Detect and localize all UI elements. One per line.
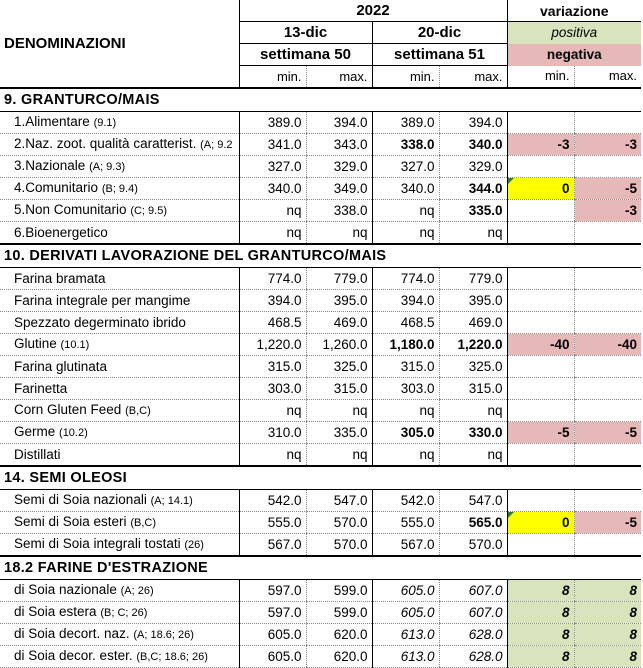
week2-max-cell: 607.0: [439, 580, 507, 602]
table-row: [0, 490, 641, 512]
table-row: [0, 334, 641, 356]
section-header: [0, 466, 641, 490]
week2-min-cell: 468.5: [372, 312, 439, 334]
row-label: [0, 334, 239, 356]
row-label: [0, 580, 239, 602]
week1-min-cell: nq: [239, 400, 306, 422]
row-label: [0, 112, 239, 134]
product-name: Glutine: [14, 336, 57, 351]
variation-min-cell: 0: [507, 512, 574, 534]
week1-max-cell: 395.0: [306, 290, 372, 312]
week1-max-cell: 394.0: [306, 112, 372, 134]
product-ref: (A; 14.1): [150, 495, 193, 507]
week1-max-cell: 620.0: [306, 646, 372, 668]
product-ref: (B,C; 18.6; 26): [136, 651, 208, 663]
week1-min-cell: 597.0: [239, 602, 306, 624]
week1-max-cell: 570.0: [306, 512, 372, 534]
week2-max-cell: 344.0: [439, 178, 507, 200]
variation-min-cell: [507, 534, 574, 557]
product-name: 2.Naz. zoot. qualità caratterist.: [14, 136, 197, 151]
week2-max-cell: 395.0: [439, 290, 507, 312]
row-label: [0, 422, 239, 444]
section-title: 10. DERIVATI LAVORAZIONE DEL GRANTURCO/MAIS: [0, 244, 641, 268]
variation-max-cell: 8: [574, 602, 641, 624]
table-row: [0, 646, 641, 668]
week2-min-cell: nq: [372, 400, 439, 422]
week1-max-cell: 335.0: [306, 422, 372, 444]
negative-legend: negativa: [507, 44, 641, 66]
variation-min-cell: [507, 200, 574, 222]
variation-max-cell: -40: [574, 334, 641, 356]
week2-label: settimana 51: [372, 44, 507, 66]
week1-max-cell: nq: [306, 222, 372, 245]
week2-date: 20-dic: [372, 22, 507, 44]
week2-min-cell: 315.0: [372, 356, 439, 378]
table-row: [0, 624, 641, 646]
week2-max-cell: 607.0: [439, 602, 507, 624]
product-name: Farinetta: [14, 380, 68, 396]
product-ref: (B,C): [125, 405, 151, 417]
week2-min-cell: 567.0: [372, 534, 439, 557]
variation-min-cell: 8: [507, 624, 574, 646]
week1-max-cell: 349.0: [306, 178, 372, 200]
variation-min-cell: 8: [507, 602, 574, 624]
week2-max-cell: nq: [439, 222, 507, 245]
week2-min-cell: 774.0: [372, 268, 439, 290]
product-name: Corn Gluten Feed: [14, 402, 122, 417]
week1-min-cell: nq: [239, 444, 306, 467]
week1-max-cell: 599.0: [306, 602, 372, 624]
variation-max-cell: [574, 534, 641, 557]
variation-min-cell: [507, 312, 574, 334]
variation-max-cell: 8: [574, 624, 641, 646]
week2-min-cell: 394.0: [372, 290, 439, 312]
table-row: [0, 268, 641, 290]
week1-min-cell: nq: [239, 200, 306, 222]
product-ref: (C; 9.5): [130, 205, 168, 217]
row-label: [0, 290, 239, 312]
section-title: 14. SEMI OLEOSI: [0, 466, 641, 490]
week2-min-cell: 1,180.0: [372, 334, 439, 356]
product-ref: (A; 9.2: [200, 139, 233, 151]
product-ref: (A; 9.3): [89, 161, 126, 173]
week1-min-cell: 310.0: [239, 422, 306, 444]
row-label: [0, 178, 239, 200]
product-ref: (A; 18.6; 26): [133, 629, 194, 641]
table-row: [0, 580, 641, 602]
row-label: [0, 624, 239, 646]
variation-min-cell: -40: [507, 334, 574, 356]
week1-max-cell: 325.0: [306, 356, 372, 378]
week2-max-cell: 335.0: [439, 200, 507, 222]
row-label: [0, 200, 239, 222]
section-header: [0, 556, 641, 580]
row-label: [0, 222, 239, 245]
variation-min-cell: 0: [507, 178, 574, 200]
variation-min-cell: [507, 290, 574, 312]
table-row: [0, 112, 641, 134]
week1-min-cell: 605.0: [239, 624, 306, 646]
table-row: [0, 222, 641, 245]
week1-max-cell: 343.0: [306, 134, 372, 156]
week1-max-cell: 1,260.0: [306, 334, 372, 356]
row-label: [0, 534, 239, 557]
table-row: [0, 444, 641, 467]
week2-max-cell: 570.0: [439, 534, 507, 557]
max-header: max.: [574, 66, 641, 89]
row-label: [0, 312, 239, 334]
variation-header: variazione: [507, 0, 641, 22]
week2-max-cell: nq: [439, 444, 507, 467]
table-row: [0, 290, 641, 312]
week2-max-cell: 547.0: [439, 490, 507, 512]
variation-min-cell: [507, 156, 574, 178]
week1-min-cell: 555.0: [239, 512, 306, 534]
week2-max-cell: nq: [439, 400, 507, 422]
week2-min-cell: nq: [372, 444, 439, 467]
product-name: di Soia decort. naz.: [14, 626, 130, 641]
product-name: 5.Non Comunitario: [14, 202, 127, 217]
row-label: [0, 378, 239, 400]
product-name: di Soia nazionale: [14, 582, 117, 597]
product-name: Farina glutinata: [14, 358, 108, 374]
week1-max-cell: 469.0: [306, 312, 372, 334]
section-header: [0, 244, 641, 268]
week2-max-cell: 565.0: [439, 512, 507, 534]
week1-min-cell: 774.0: [239, 268, 306, 290]
variation-max-cell: [574, 222, 641, 245]
week1-min-cell: 468.5: [239, 312, 306, 334]
table-row: [0, 400, 641, 422]
variation-min-cell: -3: [507, 134, 574, 156]
week1-min-cell: 340.0: [239, 178, 306, 200]
table-body: [0, 88, 641, 668]
week2-max-cell: 1,220.0: [439, 334, 507, 356]
section-title: 18.2 FARINE D'ESTRAZIONE: [0, 556, 641, 580]
week1-min-cell: 597.0: [239, 580, 306, 602]
variation-min-cell: [507, 356, 574, 378]
positive-legend: positiva: [507, 22, 641, 44]
week1-min-cell: nq: [239, 222, 306, 245]
week1-min-cell: 1,220.0: [239, 334, 306, 356]
variation-max-cell: [574, 378, 641, 400]
variation-max-cell: [574, 400, 641, 422]
variation-max-cell: 8: [574, 646, 641, 668]
week2-min-cell: 327.0: [372, 156, 439, 178]
variation-max-cell: [574, 312, 641, 334]
week2-min-cell: 340.0: [372, 178, 439, 200]
min-header: min.: [507, 66, 574, 89]
variation-min-cell: [507, 400, 574, 422]
denomination-header: DENOMINAZIONI: [4, 34, 126, 52]
product-name: Semi di Soia integrali tostati: [14, 536, 181, 551]
week1-max-cell: 599.0: [306, 580, 372, 602]
product-name: 1.Alimentare: [14, 114, 90, 129]
row-label: [0, 646, 239, 668]
week2-max-cell: 330.0: [439, 422, 507, 444]
product-name: Spezzato degerminato ibrido: [14, 314, 186, 330]
product-name: Semi di Soia esteri: [14, 514, 127, 529]
row-label: [0, 356, 239, 378]
product-ref: (B; C; 26): [100, 607, 148, 619]
table-header: [0, 0, 641, 88]
week2-min-cell: 613.0: [372, 646, 439, 668]
week1-min-cell: 315.0: [239, 356, 306, 378]
variation-max-cell: -5: [574, 178, 641, 200]
week2-min-cell: 303.0: [372, 378, 439, 400]
product-ref: (26): [184, 539, 204, 551]
table-row: [0, 602, 641, 624]
row-label: [0, 400, 239, 422]
variation-min-cell: -5: [507, 422, 574, 444]
week2-max-cell: 469.0: [439, 312, 507, 334]
week1-max-cell: 779.0: [306, 268, 372, 290]
variation-min-cell: [507, 378, 574, 400]
row-label: [0, 602, 239, 624]
week2-max-cell: 394.0: [439, 112, 507, 134]
week1-label: settimana 50: [239, 44, 372, 66]
variation-min-cell: [507, 222, 574, 245]
variation-max-cell: [574, 290, 641, 312]
week1-min-cell: 605.0: [239, 646, 306, 668]
variation-max-cell: -5: [574, 512, 641, 534]
week1-max-cell: nq: [306, 444, 372, 467]
variation-max-cell: -3: [574, 200, 641, 222]
week1-min-cell: 303.0: [239, 378, 306, 400]
table-row: [0, 422, 641, 444]
week1-max-cell: 547.0: [306, 490, 372, 512]
row-label: [0, 490, 239, 512]
week2-max-cell: 628.0: [439, 646, 507, 668]
week1-max-cell: 620.0: [306, 624, 372, 646]
variation-min-cell: [507, 444, 574, 467]
table-row: [0, 356, 641, 378]
product-ref: (B; 9.4): [101, 183, 138, 195]
variation-max-cell: [574, 444, 641, 467]
section-header: [0, 88, 641, 112]
variation-max-cell: -3: [574, 134, 641, 156]
table-row: [0, 312, 641, 334]
variation-max-cell: [574, 112, 641, 134]
product-name: di Soia decor. ester.: [14, 648, 133, 663]
week2-max-cell: 340.0: [439, 134, 507, 156]
variation-max-cell: [574, 356, 641, 378]
week1-max-cell: 570.0: [306, 534, 372, 557]
variation-max-cell: [574, 490, 641, 512]
week1-min-cell: 389.0: [239, 112, 306, 134]
product-ref: (9.1): [93, 117, 117, 129]
week1-min-cell: 567.0: [239, 534, 306, 557]
variation-min-cell: 8: [507, 580, 574, 602]
table-row: [0, 156, 641, 178]
product-name: Germe: [14, 424, 56, 439]
variation-min-cell: [507, 268, 574, 290]
week1-max-cell: 315.0: [306, 378, 372, 400]
table-row: [0, 378, 641, 400]
table-row: [0, 512, 641, 534]
week2-min-cell: 389.0: [372, 112, 439, 134]
min-header: min.: [372, 66, 439, 89]
week1-max-cell: 338.0: [306, 200, 372, 222]
row-label: [0, 156, 239, 178]
variation-max-cell: -5: [574, 422, 641, 444]
week2-min-cell: 338.0: [372, 134, 439, 156]
min-header: min.: [239, 66, 306, 89]
week2-min-cell: 605.0: [372, 580, 439, 602]
product-name: 6.Bioenergetico: [14, 224, 108, 240]
week1-max-cell: 329.0: [306, 156, 372, 178]
product-ref: (10.2): [59, 427, 88, 439]
week1-min-cell: 327.0: [239, 156, 306, 178]
product-ref: (10.1): [60, 339, 90, 351]
year-header: 2022: [239, 0, 507, 22]
max-header: max.: [306, 66, 372, 89]
variation-max-cell: [574, 268, 641, 290]
week1-min-cell: 394.0: [239, 290, 306, 312]
product-name: Farina integrale per mangime: [14, 292, 191, 308]
row-label: [0, 444, 239, 467]
week1-min-cell: 542.0: [239, 490, 306, 512]
row-label: [0, 134, 239, 156]
week2-min-cell: 542.0: [372, 490, 439, 512]
table-row: [0, 134, 641, 156]
variation-max-cell: [574, 156, 641, 178]
product-name: Farina bramata: [14, 270, 106, 286]
week1-min-cell: 341.0: [239, 134, 306, 156]
week1-date: 13-dic: [239, 22, 372, 44]
week2-min-cell: nq: [372, 200, 439, 222]
row-label: [0, 512, 239, 534]
product-name: Distillati: [14, 446, 61, 462]
variation-min-cell: [507, 112, 574, 134]
product-name: 3.Nazionale: [14, 158, 86, 173]
week2-max-cell: 325.0: [439, 356, 507, 378]
week2-max-cell: 628.0: [439, 624, 507, 646]
max-header: max.: [439, 66, 507, 89]
week2-max-cell: 315.0: [439, 378, 507, 400]
product-name: 4.Comunitario: [14, 180, 99, 195]
week2-min-cell: 555.0: [372, 512, 439, 534]
variation-min-cell: [507, 490, 574, 512]
table-row: [0, 534, 641, 557]
week1-max-cell: nq: [306, 400, 372, 422]
week2-max-cell: 779.0: [439, 268, 507, 290]
row-label: [0, 268, 239, 290]
product-name: di Soia estera: [14, 604, 97, 619]
week2-max-cell: 329.0: [439, 156, 507, 178]
table-row: [0, 200, 641, 222]
week2-min-cell: 605.0: [372, 602, 439, 624]
variation-min-cell: 8: [507, 646, 574, 668]
variation-max-cell: 8: [574, 580, 641, 602]
product-name: Semi di Soia nazionali: [14, 492, 147, 507]
week2-min-cell: 305.0: [372, 422, 439, 444]
product-ref: (B,C): [130, 517, 156, 529]
week2-min-cell: 613.0: [372, 624, 439, 646]
week2-min-cell: nq: [372, 222, 439, 245]
section-title: 9. GRANTURCO/MAIS: [0, 88, 641, 112]
table-row: [0, 178, 641, 200]
product-ref: (A; 26): [120, 585, 154, 597]
